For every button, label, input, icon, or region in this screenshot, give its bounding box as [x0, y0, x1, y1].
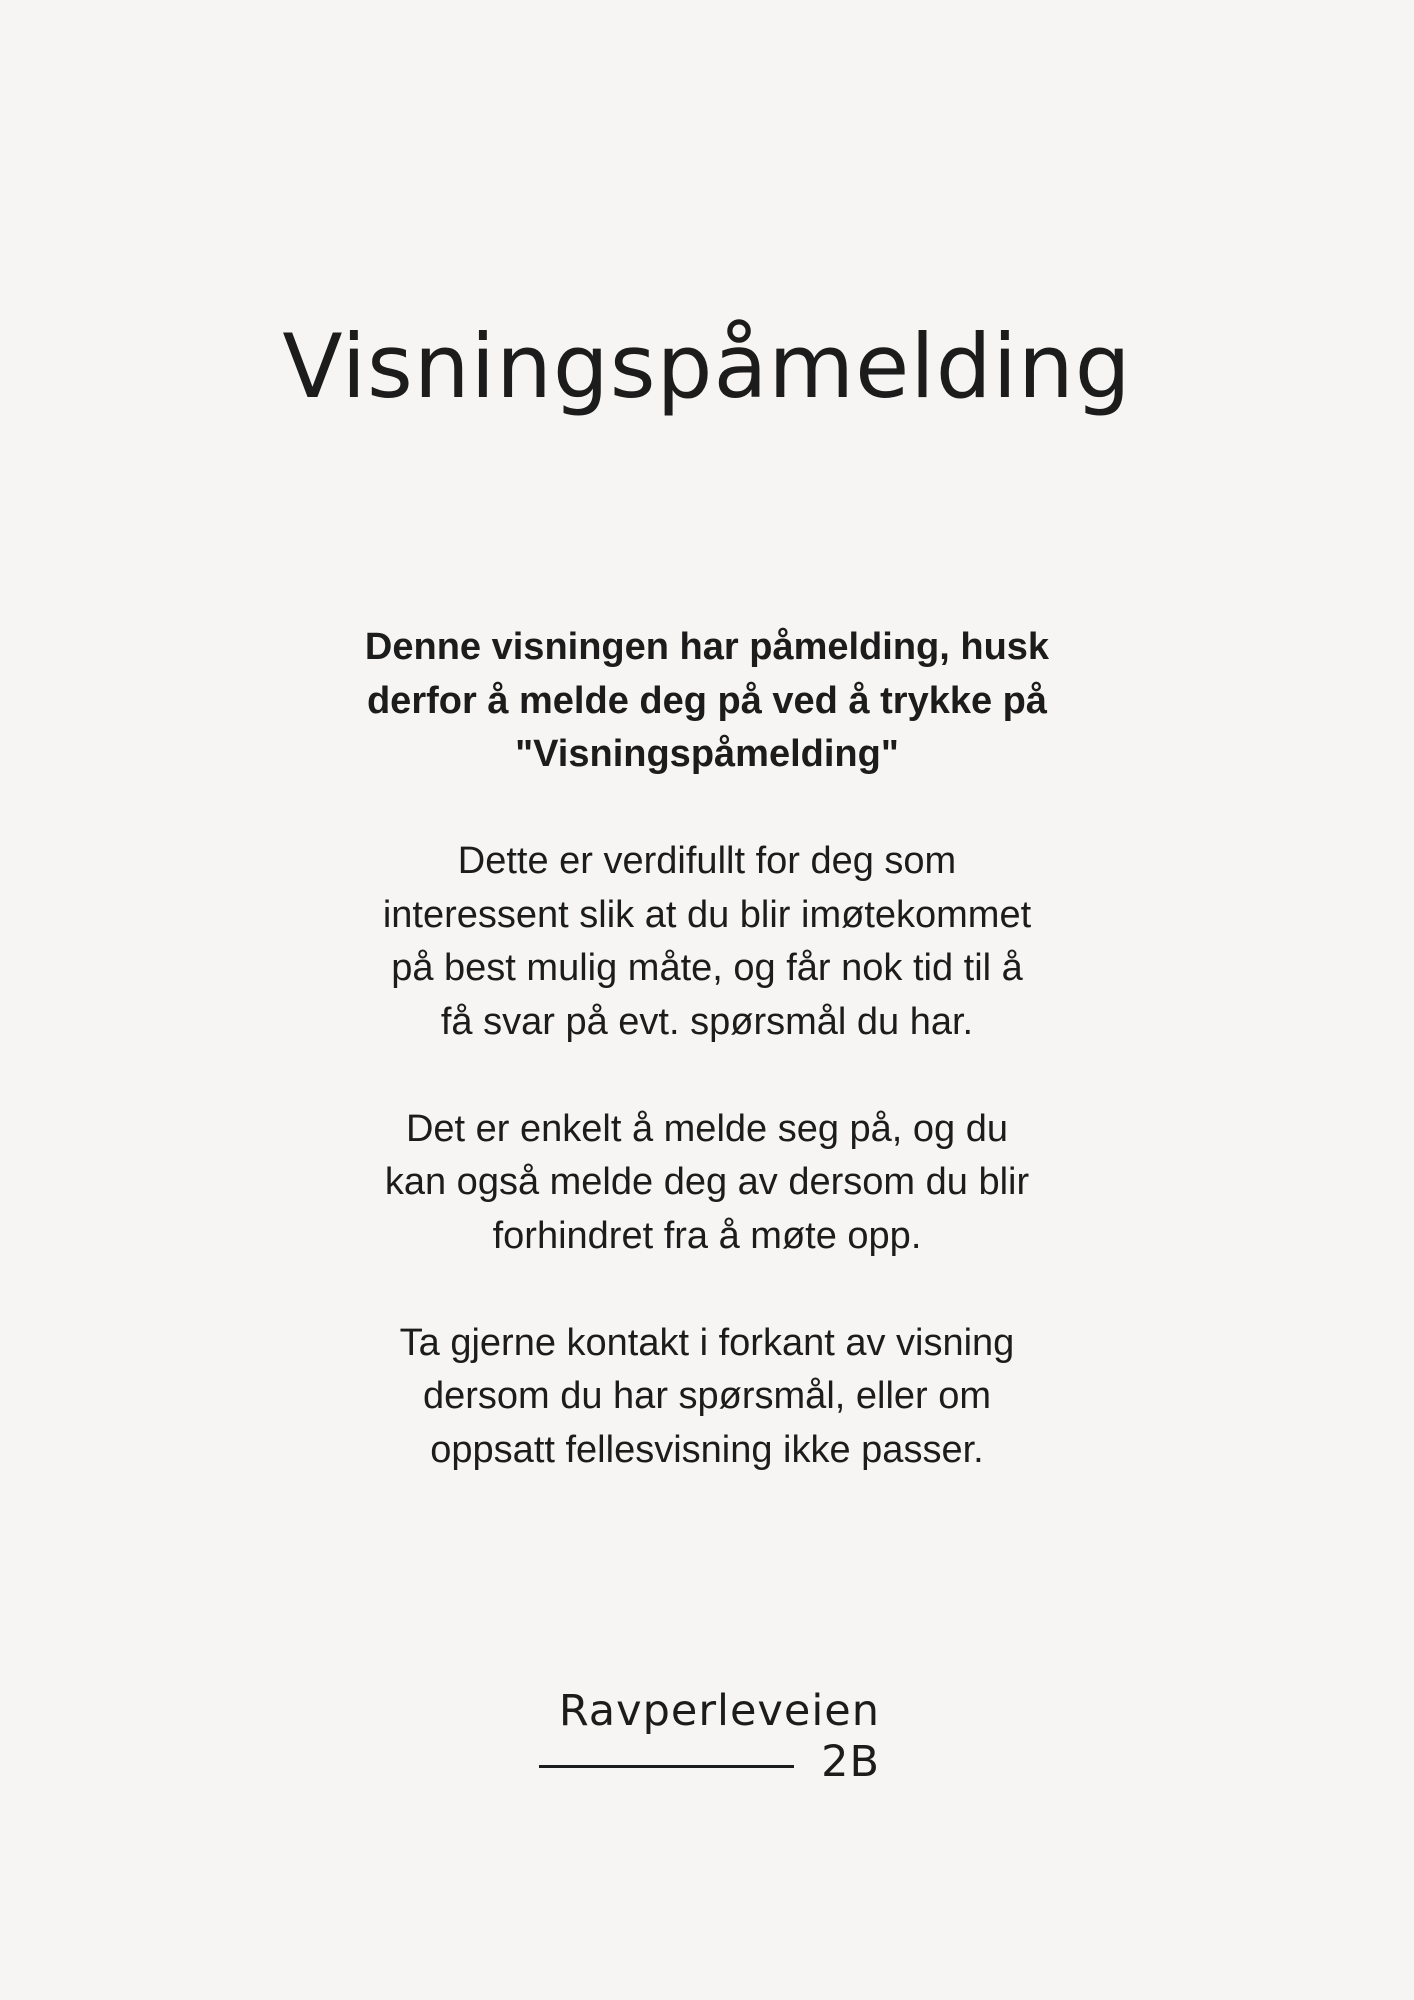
signup-paragraph — [307, 1103, 1107, 1264]
value-line: interessent slik at du blir imøtekommet — [382, 893, 1032, 936]
footer-divider — [539, 1765, 794, 1768]
value-paragraph — [307, 835, 1107, 1049]
page-title: Visningspåmelding — [282, 315, 1132, 418]
value-line: få svar på evt. spørsmål du har. — [440, 1000, 974, 1043]
intro-paragraph — [307, 621, 1107, 782]
body-text — [307, 621, 1107, 1531]
contact-paragraph — [307, 1317, 1107, 1478]
address-footer — [535, 1686, 880, 1786]
contact-line: oppsatt fellesvisning ikke passer. — [430, 1428, 984, 1471]
street-number: 2B — [821, 1737, 880, 1787]
intro-line: derfor å melde deg på ved å trykke på — [366, 679, 1048, 722]
intro-line: Denne visningen har påmelding, husk — [364, 626, 1050, 668]
value-line: Dette er verdifullt for deg som — [457, 840, 957, 882]
signup-line: kan også melde deg av dersom du blir — [384, 1161, 1030, 1203]
intro-line: "Visningspåmelding" — [515, 733, 899, 775]
value-line: på best mulig måte, og får nok tid til å — [391, 947, 1023, 989]
street-name: Ravperleveien — [558, 1686, 880, 1736]
signup-line: Det er enkelt å melde seg på, og du — [405, 1107, 1009, 1150]
contact-line: Ta gjerne kontakt i forkant av visning — [399, 1321, 1015, 1364]
contact-line: dersom du har spørsmål, eller om — [422, 1375, 992, 1417]
signup-line: forhindret fra å møte opp. — [492, 1214, 922, 1257]
